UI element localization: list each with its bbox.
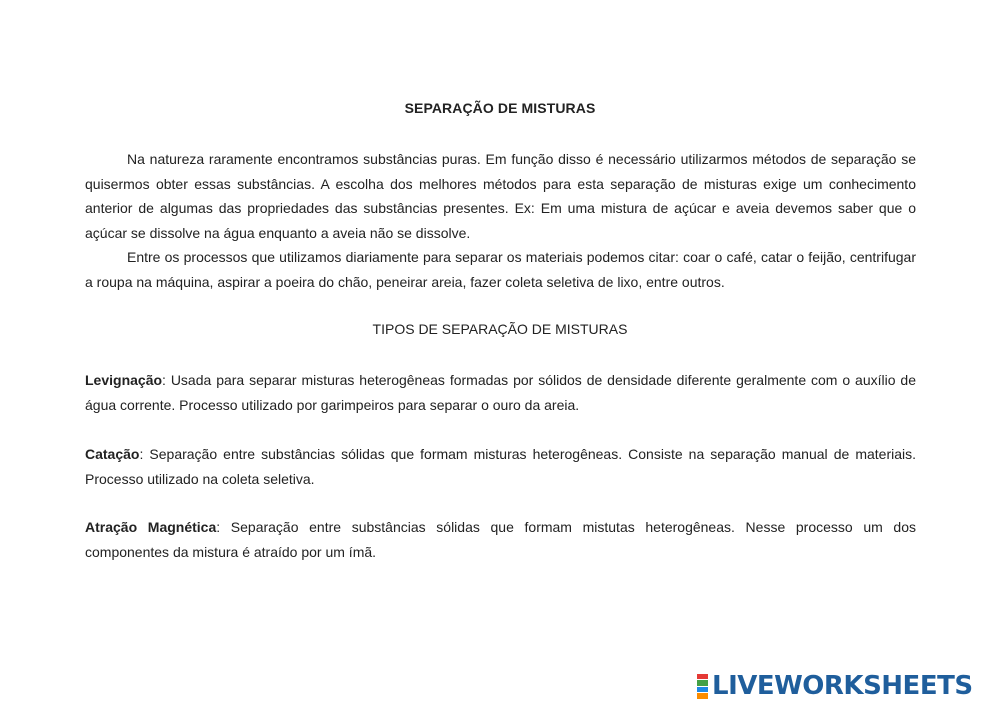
item-description: : Separação entre substâncias sólidas que formam misturas heterogêneas. Consiste na separação manual de materiais. Processo utilizado na coleta seletiva. [85, 446, 916, 487]
item-description: : Separação entre substâncias sólidas que formam mistutas heterogêneas. Nesse processo um dos componentes da mistura é atraído por um ímã. [85, 519, 916, 560]
item-term: Levignação [85, 372, 163, 388]
logo-squares-icon [697, 674, 708, 699]
page-title: SEPARAÇÃO DE MISTURAS [404, 100, 596, 116]
logo-text: LIVEWORKSHEETS [712, 671, 973, 701]
item-term: Catação [85, 446, 140, 462]
item-catacao [85, 442, 916, 491]
intro-paragraph-1: Na natureza raramente encontramos substâncias puras. Em função disso é necessário utilizarmos métodos de separação se quisermos obter essas substâncias. A escolha dos melhores métodos para esta separação de misturas exige um conhecimento anterior de algumas das propriedades das substâncias presentes. Ex: Em uma mistura de açúcar e aveia devemos saber que o açúcar se dissolve na água enquanto a aveia não se dissolve. [85, 151, 916, 241]
section-subtitle: TIPOS DE SEPARAÇÃO DE MISTURAS [372, 321, 628, 337]
item-levignacao [85, 368, 916, 417]
liveworksheets-logo [697, 671, 973, 701]
item-atracao-magnetica [85, 515, 916, 564]
item-term: Atração Magnética [85, 519, 217, 535]
intro-text [85, 147, 916, 294]
intro-paragraph-2: Entre os processos que utilizamos diariamente para separar os materiais podemos citar: coar o café, catar o feijão, centrifugar a roupa na máquina, aspirar a poeira do chão, peneirar areia, fazer coleta seletiva de lixo, entre outros. [85, 249, 916, 290]
item-description: : Usada para separar misturas heterogêneas formadas por sólidos de densidade diferente geralmente com o auxílio de água corrente. Processo utilizado por garimpeiros para separar o ouro da areia. [85, 372, 916, 413]
